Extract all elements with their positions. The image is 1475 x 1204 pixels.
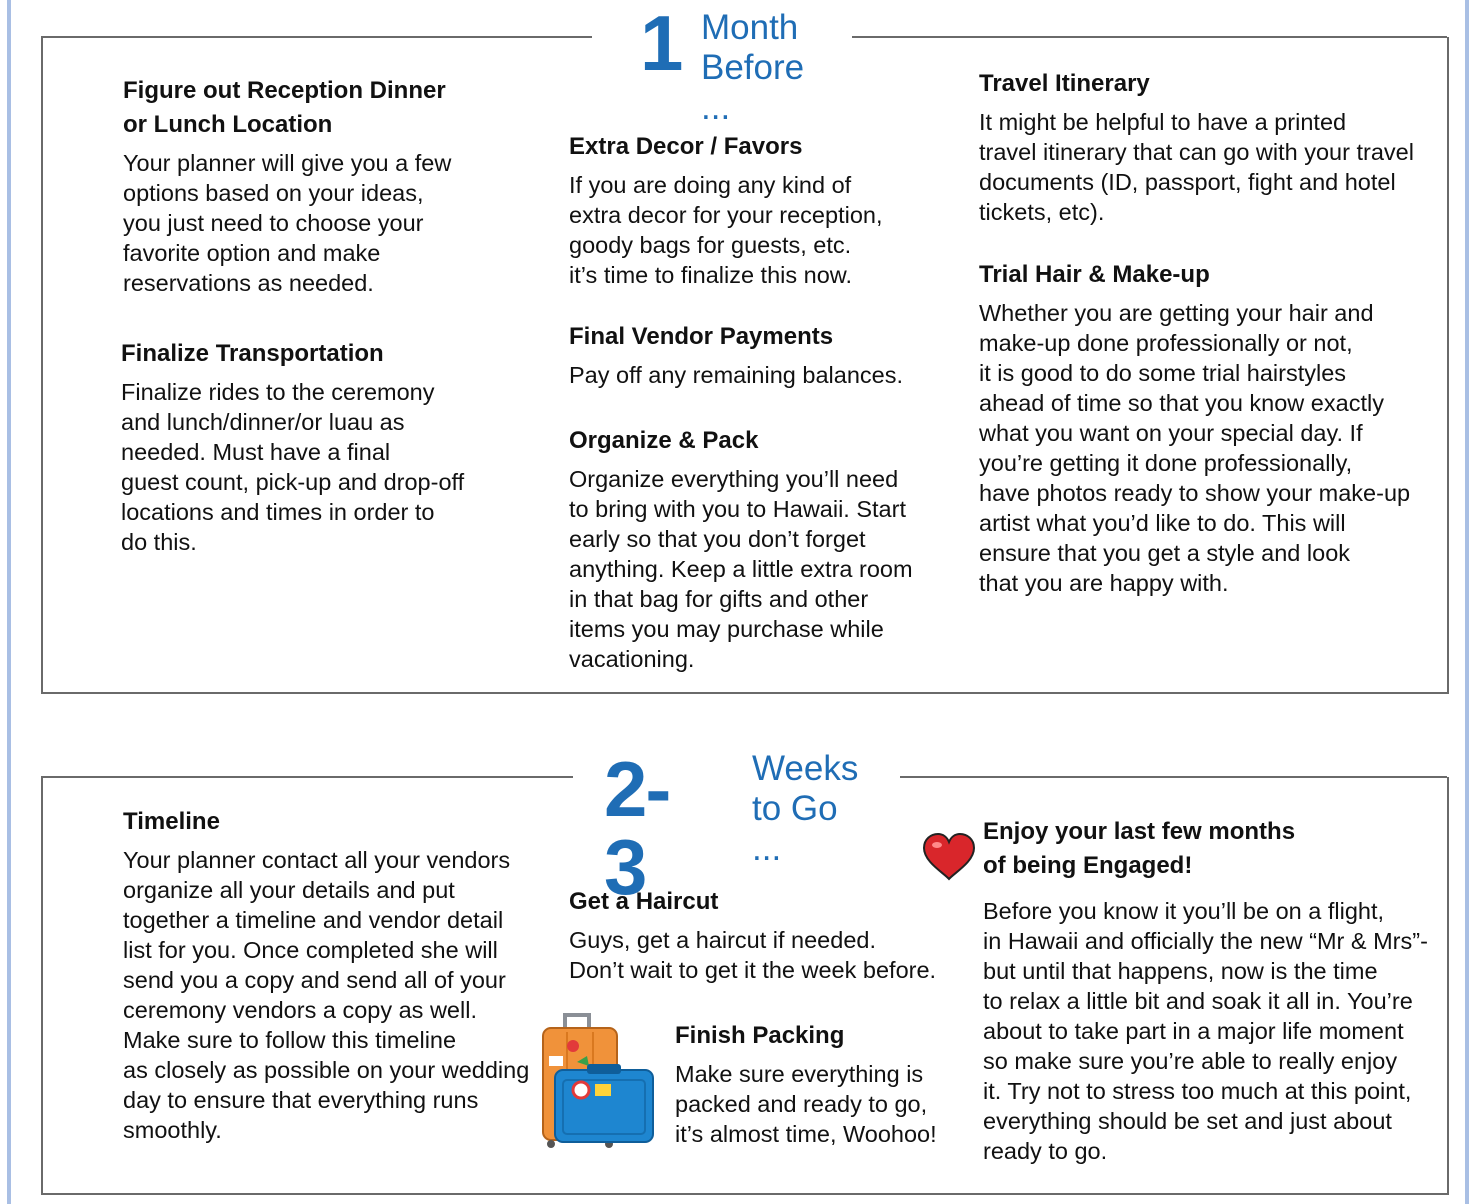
heart-icon [922,832,976,887]
vendor-payments-title: Final Vendor Payments [569,323,834,350]
decor-title: Extra Decor / Favors [569,133,803,160]
panel2-top-border-left [41,776,573,778]
reception-section [123,74,451,298]
organize-pack-body: Organize everything you’ll need to bring with you to Hawaii. Start early so that you don’t forget anything. Keep a little extra room in that bag for gifts and other items you may purchase while vacationing. [569,466,913,672]
enjoy-body: Before you know it you’ll be on a flight, in Hawaii and officially the new “Mr & Mrs”- but until that happens, now is the time to relax a little bit and soak it all in. You’re about to take part in a major life moment so make sure you’re able to really enjoy it. Try not to stress too much at this point, everything should be set and just about ready to go. [983,898,1428,1164]
trial-hair-body: Whether you are getting your hair and make-up done professionally or not, it is good to do some trial hairstyles ahead of time so that you know exactly what you want on your special day. If you’re getting it done professionally, have photos ready to show your make-up artist what you’d like to do. This will ensure that you get a style and look that you are happy with. [979,300,1411,596]
panel-top-border-right [852,36,1447,38]
finish-packing-title: Finish Packing [675,1022,845,1049]
finish-packing-body: Make sure everything is packed and ready to go, it’s almost time, Woohoo! [675,1061,937,1147]
vendor-payments-body: Pay off any remaining balances. [569,362,903,388]
transport-body: Finalize rides to the ceremony and lunch/dinner/or luau as needed. Must have a final guest count, pick-up and drop-off locations and times in order to do this. [121,379,465,555]
haircut-section [569,885,936,985]
travel-itinerary-section [979,67,1414,227]
heading-number: 1 [640,0,682,87]
trial-hair-section [979,258,1410,598]
transport-title: Finalize Transportation [121,340,384,367]
left-page-rule [7,0,11,1204]
enjoy-title: Enjoy your last few months of being Engaged! [983,818,1296,879]
heading-subtitle: Weeks to Go ... [752,749,859,868]
travel-itinerary-title: Travel Itinerary [979,70,1150,97]
finish-packing-section [675,1019,937,1149]
panel-top-border-left [41,36,592,38]
luggage-icon [537,1010,657,1155]
decor-section [569,130,883,290]
heading-subtitle: Month Before ... [701,8,805,127]
heading-number: 2-3 [604,745,670,911]
haircut-body: Guys, get a haircut if needed. Don’t wait to get it the week before. [569,927,937,983]
organize-pack-title: Organize & Pack [569,427,759,454]
timeline-section [123,805,529,1145]
right-page-rule [1465,0,1469,1204]
organize-pack-section [569,424,913,674]
reception-body: Your planner will give you a few options based on your ideas, you just need to choose your favorite option and make reservations as needed. [123,150,452,296]
travel-itinerary-body: It might be helpful to have a printed travel itinerary that can go with your travel documents (ID, passport, fight and hotel tickets, etc). [979,109,1414,225]
transport-section [121,337,464,557]
vendor-payments-section [569,320,903,390]
haircut-title: Get a Haircut [569,888,719,915]
reception-title: Figure out Reception Dinner or Lunch Location [123,77,446,138]
enjoy-section [983,815,1428,1166]
trial-hair-title: Trial Hair & Make-up [979,261,1210,288]
decor-body: If you are doing any kind of extra decor for your reception, goody bags for guests, etc. it’s time to finalize this now. [569,172,883,288]
panel2-top-border-right [900,776,1447,778]
timeline-title: Timeline [123,808,220,835]
timeline-body: Your planner contact all your vendors organize all your details and put together a timeline and vendor detail list for you. Once completed she will send you a copy and send all of your ceremony vendors a copy as well. Make sure to follow this timeline as closely as possible on your wedding day to ensure that everything runs smoothly. [123,847,530,1143]
